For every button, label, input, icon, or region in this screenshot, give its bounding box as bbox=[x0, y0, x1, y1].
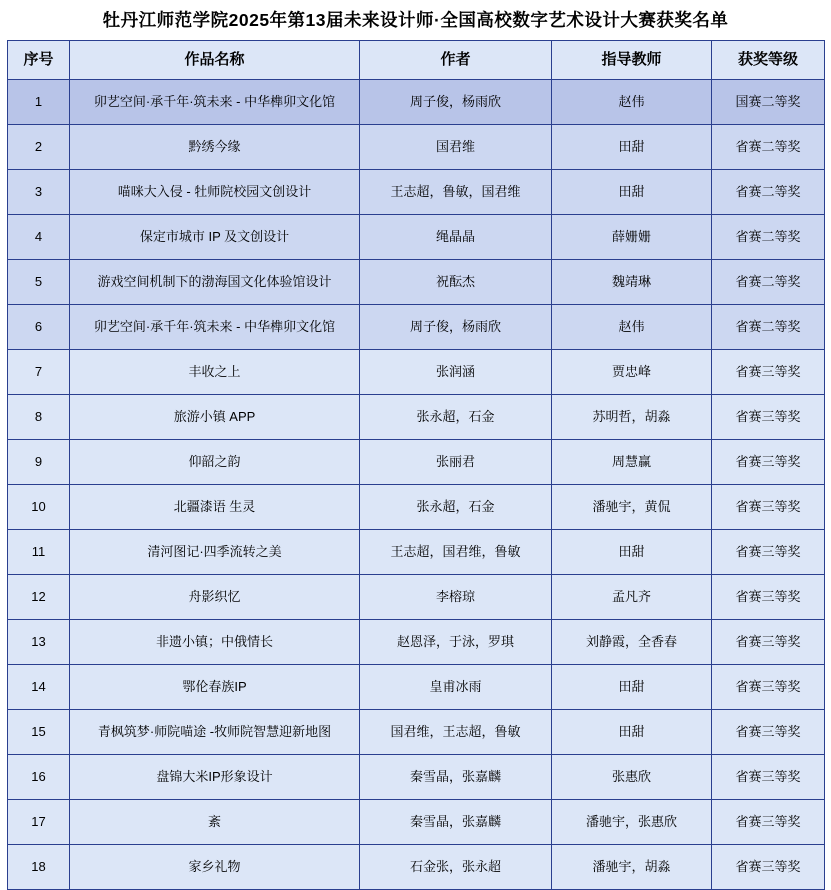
cell-award: 省赛三等奖 bbox=[712, 395, 825, 440]
cell-author: 国君维，王志超，鲁敏 bbox=[360, 710, 552, 755]
cell-work-name: 清河图记·四季流转之美 bbox=[70, 530, 360, 575]
award-list-table bbox=[7, 40, 825, 890]
cell-work-name: 丰收之上 bbox=[70, 350, 360, 395]
cell-index: 9 bbox=[8, 440, 70, 485]
table-row bbox=[8, 755, 825, 800]
cell-index: 17 bbox=[8, 800, 70, 845]
table-row bbox=[8, 395, 825, 440]
cell-work-name: 游戏空间机制下的渤海国文化体验馆设计 bbox=[70, 260, 360, 305]
cell-teacher: 田甜 bbox=[552, 530, 712, 575]
cell-work-name: 鄂伦春族IP bbox=[70, 665, 360, 710]
cell-award: 省赛三等奖 bbox=[712, 485, 825, 530]
cell-award: 省赛三等奖 bbox=[712, 755, 825, 800]
table-row bbox=[8, 350, 825, 395]
cell-author: 王志超，国君维，鲁敏 bbox=[360, 530, 552, 575]
cell-work-name: 盘锦大米IP形象设计 bbox=[70, 755, 360, 800]
column-header-award: 获奖等级 bbox=[712, 41, 825, 80]
cell-work-name: 黔绣今缘 bbox=[70, 125, 360, 170]
cell-award: 国赛二等奖 bbox=[712, 80, 825, 125]
cell-teacher: 魏靖琳 bbox=[552, 260, 712, 305]
cell-work-name: 紊 bbox=[70, 800, 360, 845]
table-row bbox=[8, 80, 825, 125]
cell-teacher: 田甜 bbox=[552, 710, 712, 755]
cell-author: 张润涵 bbox=[360, 350, 552, 395]
cell-author: 赵恩泽，于泳，罗琪 bbox=[360, 620, 552, 665]
cell-award: 省赛二等奖 bbox=[712, 305, 825, 350]
cell-work-name: 舟影织忆 bbox=[70, 575, 360, 620]
cell-award: 省赛二等奖 bbox=[712, 260, 825, 305]
cell-author: 国君维 bbox=[360, 125, 552, 170]
cell-teacher: 孟凡齐 bbox=[552, 575, 712, 620]
table-row bbox=[8, 440, 825, 485]
cell-index: 2 bbox=[8, 125, 70, 170]
cell-work-name: 仰韶之韵 bbox=[70, 440, 360, 485]
cell-teacher: 潘驰宇，张惠欣 bbox=[552, 800, 712, 845]
cell-award: 省赛二等奖 bbox=[712, 125, 825, 170]
table-row bbox=[8, 845, 825, 890]
cell-author: 王志超，鲁敏，国君维 bbox=[360, 170, 552, 215]
table-row bbox=[8, 530, 825, 575]
cell-award: 省赛三等奖 bbox=[712, 800, 825, 845]
table-row bbox=[8, 620, 825, 665]
cell-author: 周子俊，杨雨欣 bbox=[360, 305, 552, 350]
cell-teacher: 田甜 bbox=[552, 665, 712, 710]
cell-award: 省赛三等奖 bbox=[712, 665, 825, 710]
cell-index: 11 bbox=[8, 530, 70, 575]
page-title: 牡丹江师范学院2025年第13届未来设计师·全国高校数字艺术设计大赛获奖名单 bbox=[102, 10, 729, 30]
cell-teacher: 刘静霞，全香春 bbox=[552, 620, 712, 665]
cell-index: 7 bbox=[8, 350, 70, 395]
cell-teacher: 薛姗姗 bbox=[552, 215, 712, 260]
cell-teacher: 潘驰宇，胡淼 bbox=[552, 845, 712, 890]
cell-teacher: 赵伟 bbox=[552, 80, 712, 125]
table-row bbox=[8, 575, 825, 620]
cell-author: 秦雪晶，张嘉麟 bbox=[360, 755, 552, 800]
table-body bbox=[8, 80, 825, 890]
cell-author: 张永超，石金 bbox=[360, 485, 552, 530]
cell-teacher: 周慧赢 bbox=[552, 440, 712, 485]
cell-index: 10 bbox=[8, 485, 70, 530]
cell-work-name: 喵咪大入侵 - 牡师院校园文创设计 bbox=[70, 170, 360, 215]
table-row bbox=[8, 485, 825, 530]
cell-award: 省赛二等奖 bbox=[712, 170, 825, 215]
cell-teacher: 张惠欣 bbox=[552, 755, 712, 800]
cell-award: 省赛三等奖 bbox=[712, 845, 825, 890]
cell-author: 张丽君 bbox=[360, 440, 552, 485]
cell-index: 13 bbox=[8, 620, 70, 665]
cell-index: 14 bbox=[8, 665, 70, 710]
table-row bbox=[8, 125, 825, 170]
cell-index: 6 bbox=[8, 305, 70, 350]
cell-teacher: 赵伟 bbox=[552, 305, 712, 350]
cell-teacher: 苏明哲，胡淼 bbox=[552, 395, 712, 440]
cell-work-name: 青枫筑梦·师院喵途 -牧师院智慧迎新地图 bbox=[70, 710, 360, 755]
cell-work-name: 卯艺空间·承千年·筑未来 - 中华榫卯文化馆 bbox=[70, 305, 360, 350]
table-header-row bbox=[8, 41, 825, 80]
cell-teacher: 田甜 bbox=[552, 125, 712, 170]
cell-index: 15 bbox=[8, 710, 70, 755]
column-header-index: 序号 bbox=[8, 41, 70, 80]
table-row bbox=[8, 665, 825, 710]
column-header-author: 作者 bbox=[360, 41, 552, 80]
cell-index: 4 bbox=[8, 215, 70, 260]
cell-work-name: 旅游小镇 APP bbox=[70, 395, 360, 440]
cell-work-name: 家乡礼物 bbox=[70, 845, 360, 890]
cell-work-name: 保定市城市 IP 及文创设计 bbox=[70, 215, 360, 260]
cell-index: 5 bbox=[8, 260, 70, 305]
table-row bbox=[8, 710, 825, 755]
cell-award: 省赛三等奖 bbox=[712, 620, 825, 665]
cell-author: 张永超，石金 bbox=[360, 395, 552, 440]
cell-author: 绳晶晶 bbox=[360, 215, 552, 260]
table-row bbox=[8, 215, 825, 260]
cell-teacher: 田甜 bbox=[552, 170, 712, 215]
cell-index: 1 bbox=[8, 80, 70, 125]
cell-author: 秦雪晶，张嘉麟 bbox=[360, 800, 552, 845]
cell-teacher: 潘驰宇，黄侃 bbox=[552, 485, 712, 530]
table-row bbox=[8, 170, 825, 215]
cell-award: 省赛三等奖 bbox=[712, 575, 825, 620]
table-row bbox=[8, 305, 825, 350]
table-row bbox=[8, 260, 825, 305]
cell-author: 皇甫冰雨 bbox=[360, 665, 552, 710]
cell-teacher: 贾忠峰 bbox=[552, 350, 712, 395]
column-header-work: 作品名称 bbox=[70, 41, 360, 80]
column-header-teacher: 指导教师 bbox=[552, 41, 712, 80]
cell-award: 省赛二等奖 bbox=[712, 215, 825, 260]
cell-award: 省赛三等奖 bbox=[712, 350, 825, 395]
cell-author: 祝酝杰 bbox=[360, 260, 552, 305]
cell-author: 周子俊，杨雨欣 bbox=[360, 80, 552, 125]
cell-work-name: 北疆漆语 生灵 bbox=[70, 485, 360, 530]
cell-index: 8 bbox=[8, 395, 70, 440]
cell-index: 16 bbox=[8, 755, 70, 800]
cell-work-name: 卯艺空间·承千年·筑未来 - 中华榫卯文化馆 bbox=[70, 80, 360, 125]
cell-award: 省赛三等奖 bbox=[712, 530, 825, 575]
cell-work-name: 非遗小镇；中俄情长 bbox=[70, 620, 360, 665]
cell-award: 省赛三等奖 bbox=[712, 440, 825, 485]
cell-index: 12 bbox=[8, 575, 70, 620]
cell-award: 省赛三等奖 bbox=[712, 710, 825, 755]
cell-author: 李榕琼 bbox=[360, 575, 552, 620]
cell-index: 18 bbox=[8, 845, 70, 890]
cell-index: 3 bbox=[8, 170, 70, 215]
table-row bbox=[8, 800, 825, 845]
table-header bbox=[8, 41, 825, 80]
cell-author: 石金张，张永超 bbox=[360, 845, 552, 890]
